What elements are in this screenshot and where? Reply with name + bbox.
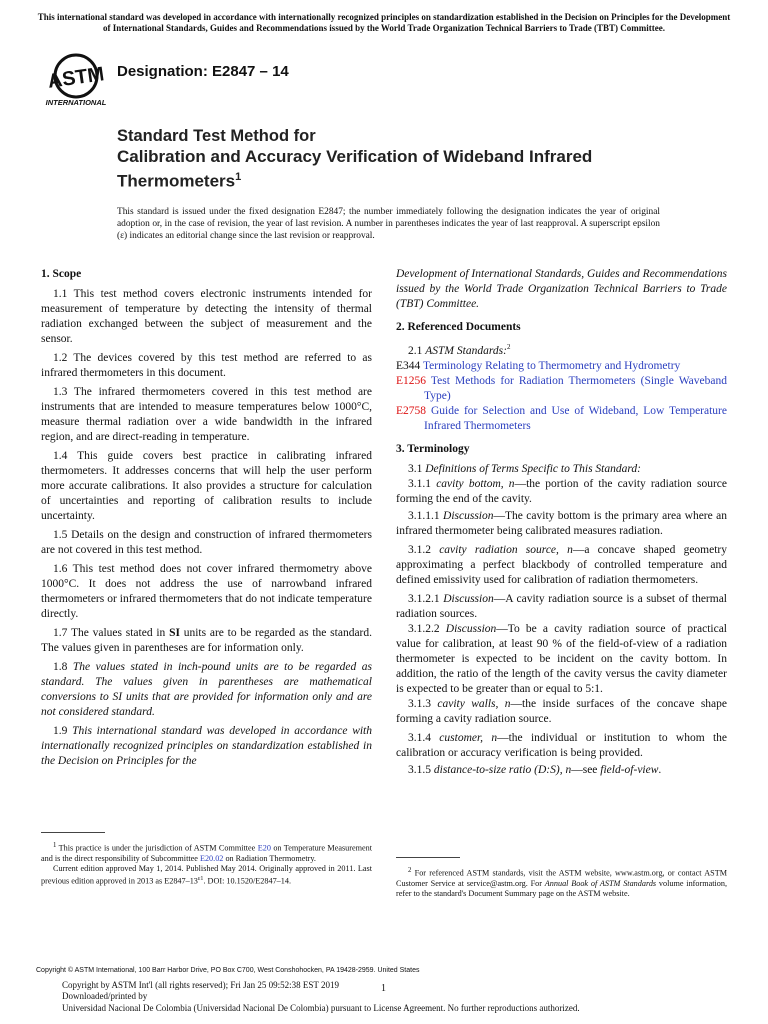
para-1-5: 1.5 Details on the design and construction of infrared thermometers are not covered in this test method.	[41, 529, 372, 556]
epsilon-superscript: ε1	[197, 875, 204, 882]
fn2-italic: Annual Book of ASTM Standards	[544, 878, 657, 888]
para-1-9-text: This international standard was developed in accordance with internationally recognized principles on standardization established in the Decision on Principles for the	[41, 725, 373, 767]
terminology-heading: 3. Terminology	[396, 442, 470, 455]
footnote-separator-left	[41, 832, 105, 833]
footnote-2-mark-label: 2	[408, 867, 412, 874]
para-1-8-number: 1.8	[53, 661, 73, 673]
astm-standards-label: ASTM Standards:	[425, 344, 507, 357]
para-1-9-number: 1.9	[53, 725, 73, 737]
footnote-2-mark[interactable]: 2	[506, 343, 511, 351]
para-3-1-2-2	[396, 622, 727, 697]
see-text: —see	[571, 763, 601, 776]
reference-e1256[interactable]	[396, 374, 727, 404]
footnote-2	[396, 866, 727, 899]
para-1-7-b: units are to be regarded as the standard. The values given in parentheses are for information only.	[41, 627, 372, 654]
designation-suffix: – 14	[255, 63, 289, 80]
para-1-6: 1.6 This test method does not cover infrared thermometry above 1000°C. It does not address the use of narrowband infrared thermometers or infrared thermometers that do not indicate temperature directly.	[41, 563, 372, 620]
ref-title-link[interactable]: Test Methods for Radiation Thermometers (Single Waveband Type)	[424, 374, 727, 402]
ref-title-link[interactable]: Terminology Relating to Thermometry and Hydrometry	[420, 359, 681, 372]
svg-text:ASTM: ASTM	[46, 63, 106, 93]
fn1-text-c: on Radiation Thermometry.	[223, 853, 316, 863]
fn1-text-b: on Temperature Measurement and is the direct responsibility of Subcommittee	[41, 843, 372, 863]
footnote-2-para	[396, 866, 727, 899]
discussion-text: —A cavity radiation source is a subset of thermal radiation sources.	[396, 592, 728, 620]
period: .	[658, 763, 662, 776]
discussion-label: Discussion	[443, 592, 494, 605]
definition: —the portion of the cavity radiation source forming the end of the cavity.	[396, 477, 727, 505]
para-1-1: 1.1 This test method covers electronic instruments intended for measurement of temperature by detecting the intensity of thermal radiation exchanged between the subject of measurement and the sensor.	[41, 288, 372, 345]
committee-e20-link[interactable]: E20	[257, 843, 271, 853]
discussion-label: Discussion	[443, 509, 494, 522]
doi-text: . DOI: 10.1520/E2847–14.	[203, 876, 291, 886]
ref-code: E1256	[396, 374, 427, 387]
discussion-text: —To be a cavity radiation source of practical value for calibration, at least 90 % of the field-of-view of a radiation thermometer is expected to be incident on the cavity bottom. In addition, the ratio of the length of the cavity versus the cavity diameter is expected to be greater than or equal to 5:1.	[396, 622, 728, 695]
ref-code: E2758	[396, 404, 427, 417]
term: distance-to-size ratio (D:S), n	[433, 763, 572, 776]
footnote-1	[41, 841, 372, 886]
standardization-notice: This international standard was developed in accordance with internationally recognized principles on standardization established in the Decision on Principles for the Development of International Standards, Guides and Recommendations issued by the World Trade Organization Technical Barriers to Trade (TBT) Committee.	[37, 12, 731, 33]
footnote-separator-right	[396, 857, 460, 858]
definition: —the individual or institution to whom the calibration or accuracy verification is being provided.	[396, 731, 728, 759]
para-1-9-continued: Development of International Standards, Guides and Recommendations issued by the World Trade Organization Technical Barriers to Trade (TBT) Committee.	[396, 268, 727, 310]
para-1-3: 1.3 The infrared thermometers covered in this test method are instruments that are intended to measure temperatures below 1000°C, measure thermal radiation over a wide bandwidth in the infrared region, and are direct-reading in temperature.	[41, 386, 372, 443]
para-3-1-1	[396, 477, 727, 507]
astm-logo	[44, 52, 108, 108]
title-line-3-text: Thermometers	[117, 171, 236, 191]
num: 3.1.2	[408, 543, 440, 556]
download-line-1: Copyright by ASTM Int'l (all rights reserved); Fri Jan 25 09:52:38 EST 2019	[62, 980, 339, 990]
fn2-text-a: For referenced ASTM standards, visit the ASTM website, www.astm.org, or contact ASTM Customer Service at service@astm.org. For	[396, 868, 727, 888]
referenced-documents-heading: 2. Referenced Documents	[396, 321, 521, 333]
para-3-1-5	[396, 763, 727, 778]
num: 3.1.1.1	[408, 509, 444, 522]
left-column	[41, 267, 372, 769]
subcommittee-e20-02-link[interactable]: E20.02	[199, 853, 224, 863]
num: 3.1.2.1	[408, 592, 444, 605]
discussion-text: —The cavity bottom is the primary area where an infrared thermometer being calibrated measures radiation.	[396, 509, 727, 537]
para-3-1-2-1	[396, 592, 727, 622]
para-1-4: 1.4 This guide covers best practice in calibrating infrared thermometers. It addresses concerns that will help the user perform more accurate calibrations. It also provides a structure for calculation of uncertainties and reporting of calibration results to include uncertainty.	[41, 450, 372, 522]
ref-title-link[interactable]: Guide for Selection and Use of Wideband, Low Temperature Infrared Thermometers	[424, 404, 727, 432]
num: 3.1.5	[408, 763, 434, 776]
para-1-9	[41, 724, 372, 769]
title-line-3	[117, 167, 737, 192]
term: cavity bottom, n	[436, 477, 515, 490]
para-2-1-number: 2.1	[408, 344, 426, 357]
page-number: 1	[381, 983, 386, 994]
title-line-2: Calibration and Accuracy Verification of Wideband Infrared	[117, 147, 593, 166]
svg-text:INTERNATIONAL: INTERNATIONAL	[45, 98, 107, 107]
para-3-1-1-1	[396, 509, 727, 539]
edition-text: Current edition approved May 1, 2014. Published May 2014. Originally approved in 2011. Last previous edition approved in 2013 as E2847–13	[41, 863, 372, 886]
fn2-text-b: volume information, refer to the standard's Document Summary page on the ASTM website.	[396, 878, 727, 898]
para-3-1-2	[396, 543, 727, 588]
scope-heading: 1. Scope	[41, 268, 82, 280]
para-3-1	[396, 462, 727, 477]
num: 3.1.1	[408, 477, 437, 490]
title-footnote-mark[interactable]: 1	[235, 171, 242, 183]
footnote-1-para	[41, 841, 372, 864]
term: cavity radiation source, n	[439, 543, 573, 556]
para-3-1-4	[396, 731, 727, 761]
designation	[117, 63, 289, 80]
si-term: SI	[169, 627, 180, 639]
see-term: field-of-view	[600, 763, 659, 776]
term: cavity walls, n	[437, 697, 511, 710]
num: 3.1.4	[408, 731, 440, 744]
num: 3.1.2.2	[408, 622, 446, 635]
definition: —the inside surfaces of the concave shape forming a cavity radiation source.	[396, 697, 728, 725]
document-title	[117, 126, 737, 192]
reference-e344[interactable]	[396, 359, 727, 374]
term: customer, n	[439, 731, 498, 744]
reference-e2758[interactable]	[396, 404, 727, 434]
para-1-8-text: The values stated in inch-pound units are to be regarded as standard. The values given in parentheses are mathematical conversions to SI units that are provided for information only and are not considered standard.	[41, 661, 372, 718]
discussion-label: Discussion	[445, 622, 497, 635]
para-1-7	[41, 626, 372, 656]
copyright-footer: Copyright © ASTM International, 100 Barr Harbor Drive, PO Box C700, West Conshohocken, PA 19428-2959. United States	[36, 967, 420, 974]
download-line-3: Universidad Nacional De Colombia (Universidad Nacional De Colombia) pursuant to License Agreement. No further reproductions authorized.	[62, 1002, 580, 1013]
para-1-2: 1.2 The devices covered by this test method are referred to as infrared thermometers in this document.	[41, 352, 372, 379]
issuance-statement: This standard is issued under the fixed designation E2847; the number immediately following the designation indicates the year of original adoption or, in the case of revision, the year of last revision. A number in parentheses indicates the year of last reapproval. A superscript epsilon (ε) indicates an editorial change since the last revision or reapproval.	[117, 207, 660, 242]
para-1-7-a: 1.7 The values stated in	[53, 627, 170, 639]
footnote-1-mark: 1	[53, 842, 57, 849]
definition: —a concave shaped geometry approximating a perfect blackbody of controlled temperature and defined emissivity used for calibration of radiation thermometers.	[396, 543, 728, 586]
fn1-text-a: This practice is under the jurisdiction of ASTM Committee	[56, 843, 258, 853]
num: 3.1.3	[408, 697, 438, 710]
reference-list	[396, 359, 727, 434]
footnote-1-edition	[41, 864, 372, 887]
right-column	[396, 267, 727, 782]
ref-code: E344	[396, 359, 421, 372]
title-line-1: Standard Test Method for	[117, 127, 316, 145]
para-2-1	[396, 340, 727, 359]
para-1-8	[41, 660, 372, 720]
download-notice	[62, 980, 580, 1014]
para-3-1-number: 3.1	[408, 462, 426, 475]
designation-label: Designation: E2847	[117, 63, 256, 80]
para-3-1-3	[396, 697, 727, 727]
download-line-2: Downloaded/printed by	[62, 991, 148, 1002]
para-3-1-text: Definitions of Terms Specific to This Standard:	[425, 462, 641, 475]
